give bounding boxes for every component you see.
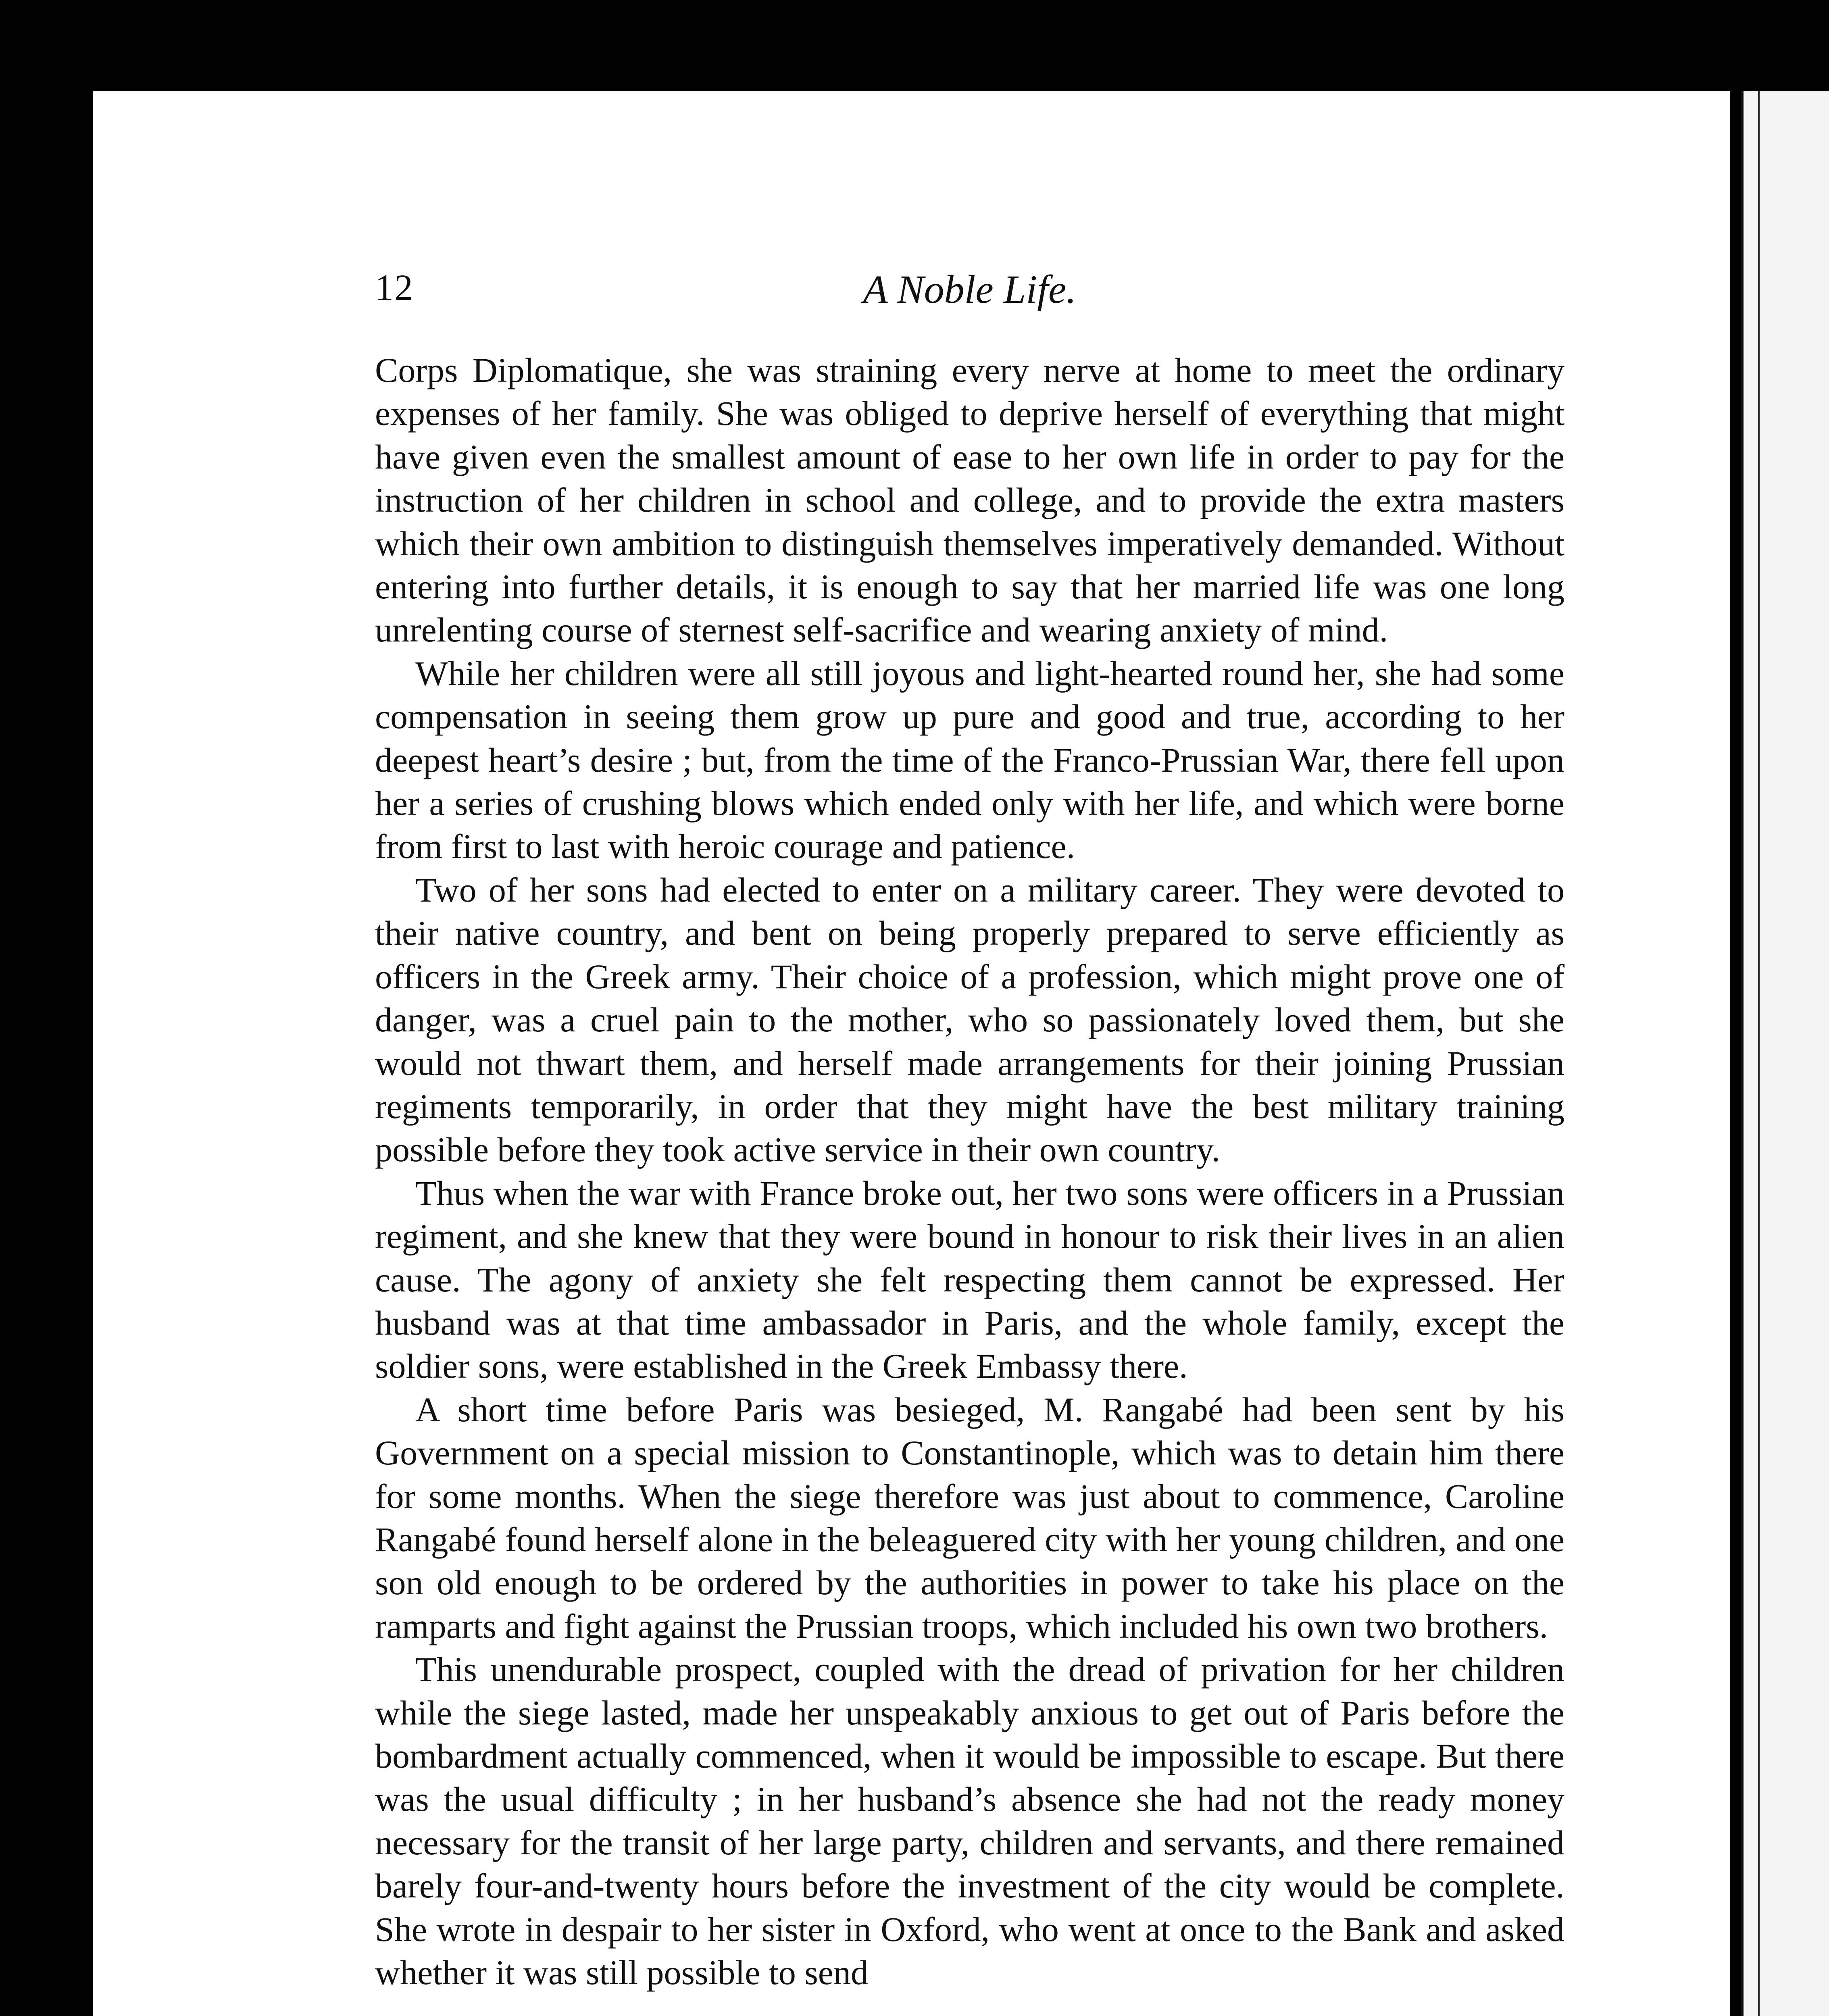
adjacent-page-edge (1741, 91, 1829, 2016)
paragraph: Two of her sons had elected to enter on a military career. They were devoted to their native country, and bent on being properly prepared to serve efficiently as officers in the Greek army. Their choice of a profession, which might prove one of danger, was a cruel pain to the mother, who so passionately loved them, but she would not thwart them, and herself made arrangements for their joining Prussian regiments temporarily, in order that they might have the best military training possible before they took active service in their own country. (375, 870, 1564, 1169)
paragraph: A short time before Paris was besieged, M. Rangabé had been sent by his Government on a special mission to Constantinople, which was to detain him there for some months. When the siege therefore was just about to commence, Caroline Rangabé found herself alone in the beleaguered city with her young children, and one son old enough to be ordered by the authorities in power to take his place on the ramparts and fight against the Prussian troops, which included his own two brothers. (375, 1390, 1564, 1645)
page-gutter-line (1758, 91, 1760, 2016)
paragraph: Thus when the war with France broke out, her two sons were officers in a Prussian regiment, and she knew that they were bound in honour to risk their lives in an alien cause. The agony of anxiety she felt respecting them cannot be expressed. Her husband was at that time ambassador in Paris, and the whole family, except the soldier sons, were established in the Greek Embassy there. (375, 1173, 1564, 1386)
body-text (375, 349, 1564, 1994)
page-header (375, 266, 1564, 319)
paragraph: This unendurable prospect, coupled with the dread of privation for her children while the siege lasted, made her unspeakably anxious to get out of Paris before the bombardment actually commenced, when it would be impossible to escape. But there was the usual difficulty ; in her husband’s absence she had not the ready money necessary for the transit of her large party, children and servants, and there remained barely four-and-twenty hours before the investment of the city would be complete. She wrote in despair to her sister in Oxford, who went at once to the Bank and asked whether it was still possible to send (375, 1650, 1564, 1992)
paragraph: While her children were all still joyous and light-hearted round her, she had some compensation in seeing them grow up pure and good and true, according to her deepest heart’s desire ; but, from the time of the Franco-Prussian War, there fell upon her a series of crushing blows which ended only with her life, and which were borne from first to last with heroic courage and patience. (375, 654, 1564, 866)
running-title: A Noble Life. (863, 267, 1077, 312)
page-number: 12 (375, 267, 414, 308)
paragraph: Corps Diplomatique, she was straining every nerve at home to meet the ordinary expenses of her family. She was obliged to deprive herself of everything that might have given even the smallest amount of ease to her own life in order to pay for the instruction of her children in school and college, and to provide the extra masters which their own ambition to distinguish themselves imperatively demanded. Without entering into further details, it is enough to say that her married life was one long unrelenting course of sternest self-sacrifice and wearing anxiety of mind. (375, 351, 1564, 650)
